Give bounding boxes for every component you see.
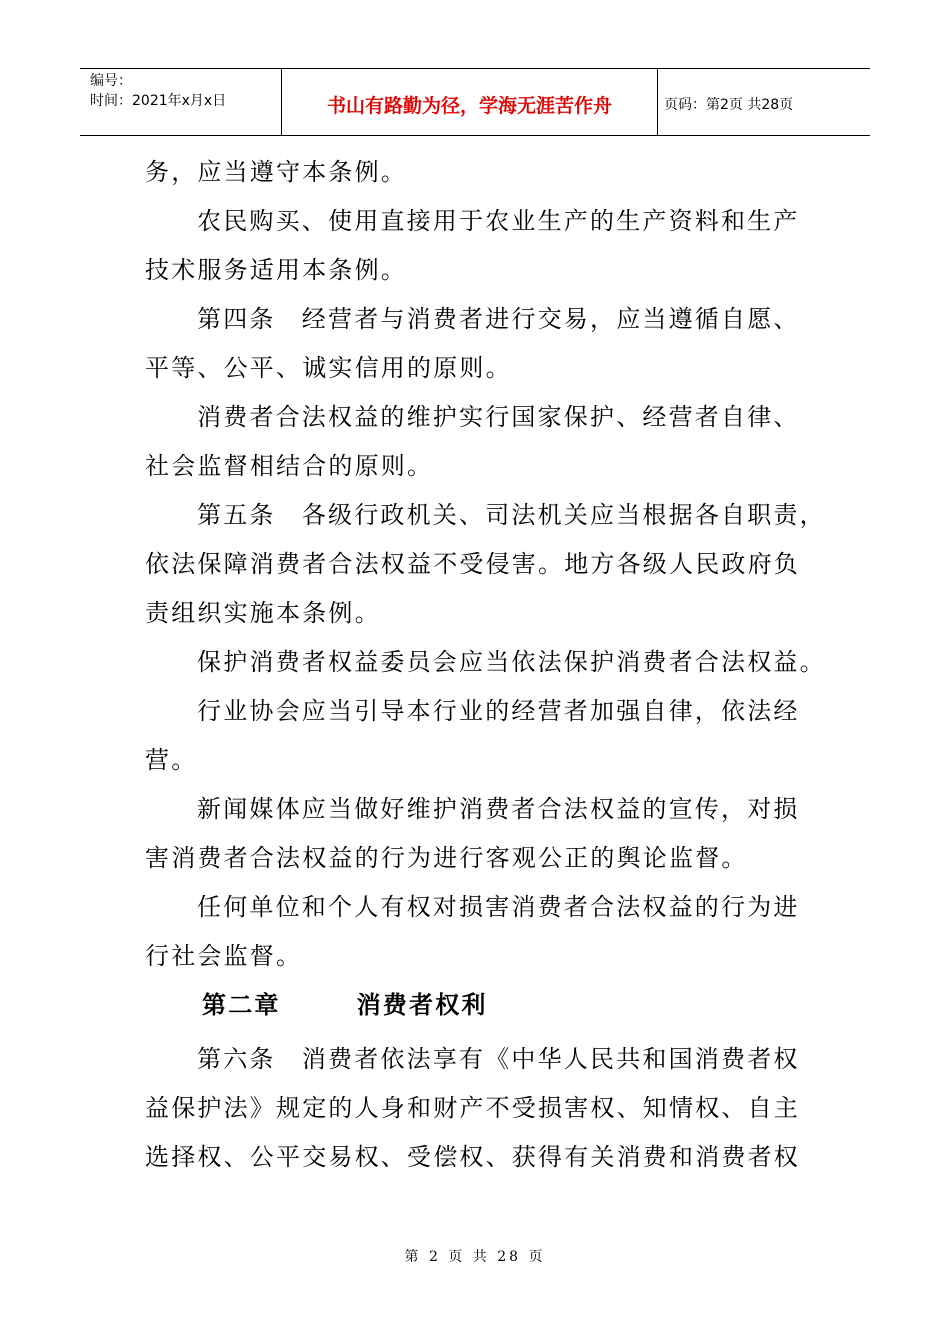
body-line: 行业协会应当引导本行业的经营者加强自律，依法经 bbox=[197, 697, 800, 725]
document-number-label: 编号： bbox=[90, 73, 132, 89]
body-line: 选择权、公平交易权、受偿权、获得有关消费和消费者权 bbox=[145, 1143, 800, 1171]
header-meta bbox=[80, 69, 282, 135]
document-body bbox=[145, 158, 826, 1194]
body-line: 消费者合法权益的维护实行国家保护、经营者自律、 bbox=[197, 403, 800, 431]
body-line: 新闻媒体应当做好维护消费者合法权益的宣传，对损 bbox=[197, 795, 800, 823]
chapter-number: 第二章 bbox=[202, 991, 281, 1019]
header-motto: 书山有路勤为径，学海无涯苦作舟 bbox=[282, 69, 658, 135]
body-line: 社会监督相结合的原则。 bbox=[145, 452, 434, 480]
body-line: 营。 bbox=[145, 746, 198, 774]
article-5-line: 第五条 各级行政机关、司法机关应当根据各自职责， bbox=[197, 501, 826, 529]
chapter-heading bbox=[145, 993, 815, 1017]
article-4-line: 第四条 经营者与消费者进行交易，应当遵循自愿、 bbox=[197, 305, 800, 333]
page-footer: 第 2 页 共 28 页 bbox=[404, 1249, 546, 1265]
body-line: 任何单位和个人有权对损害消费者合法权益的行为进 bbox=[197, 893, 800, 921]
body-line: 技术服务适用本条例。 bbox=[145, 256, 407, 284]
body-line: 益保护法》规定的人身和财产不受损害权、知情权、自主 bbox=[145, 1094, 800, 1122]
body-line: 保护消费者权益委员会应当依法保护消费者合法权益。 bbox=[197, 648, 826, 676]
article-6-line: 第六条 消费者依法享有《中华人民共和国消费者权 bbox=[197, 1045, 800, 1073]
chapter-title: 消费者权利 bbox=[356, 991, 488, 1019]
body-line: 责组织实施本条例。 bbox=[145, 599, 381, 627]
page-header bbox=[80, 68, 870, 136]
body-line: 行社会监督。 bbox=[145, 942, 303, 970]
body-line: 务，应当遵守本条例。 bbox=[145, 158, 407, 186]
header-page-info: 页码：第2页 共28页 bbox=[664, 97, 794, 113]
body-line: 平等、公平、诚实信用的原则。 bbox=[145, 354, 512, 382]
document-time-label: 时间：2021年x月x日 bbox=[90, 93, 227, 109]
body-line: 害消费者合法权益的行为进行客观公正的舆论监督。 bbox=[145, 844, 748, 872]
body-line: 农民购买、使用直接用于农业生产的生产资料和生产 bbox=[197, 207, 800, 235]
body-line: 依法保障消费者合法权益不受侵害。地方各级人民政府负 bbox=[145, 550, 800, 578]
